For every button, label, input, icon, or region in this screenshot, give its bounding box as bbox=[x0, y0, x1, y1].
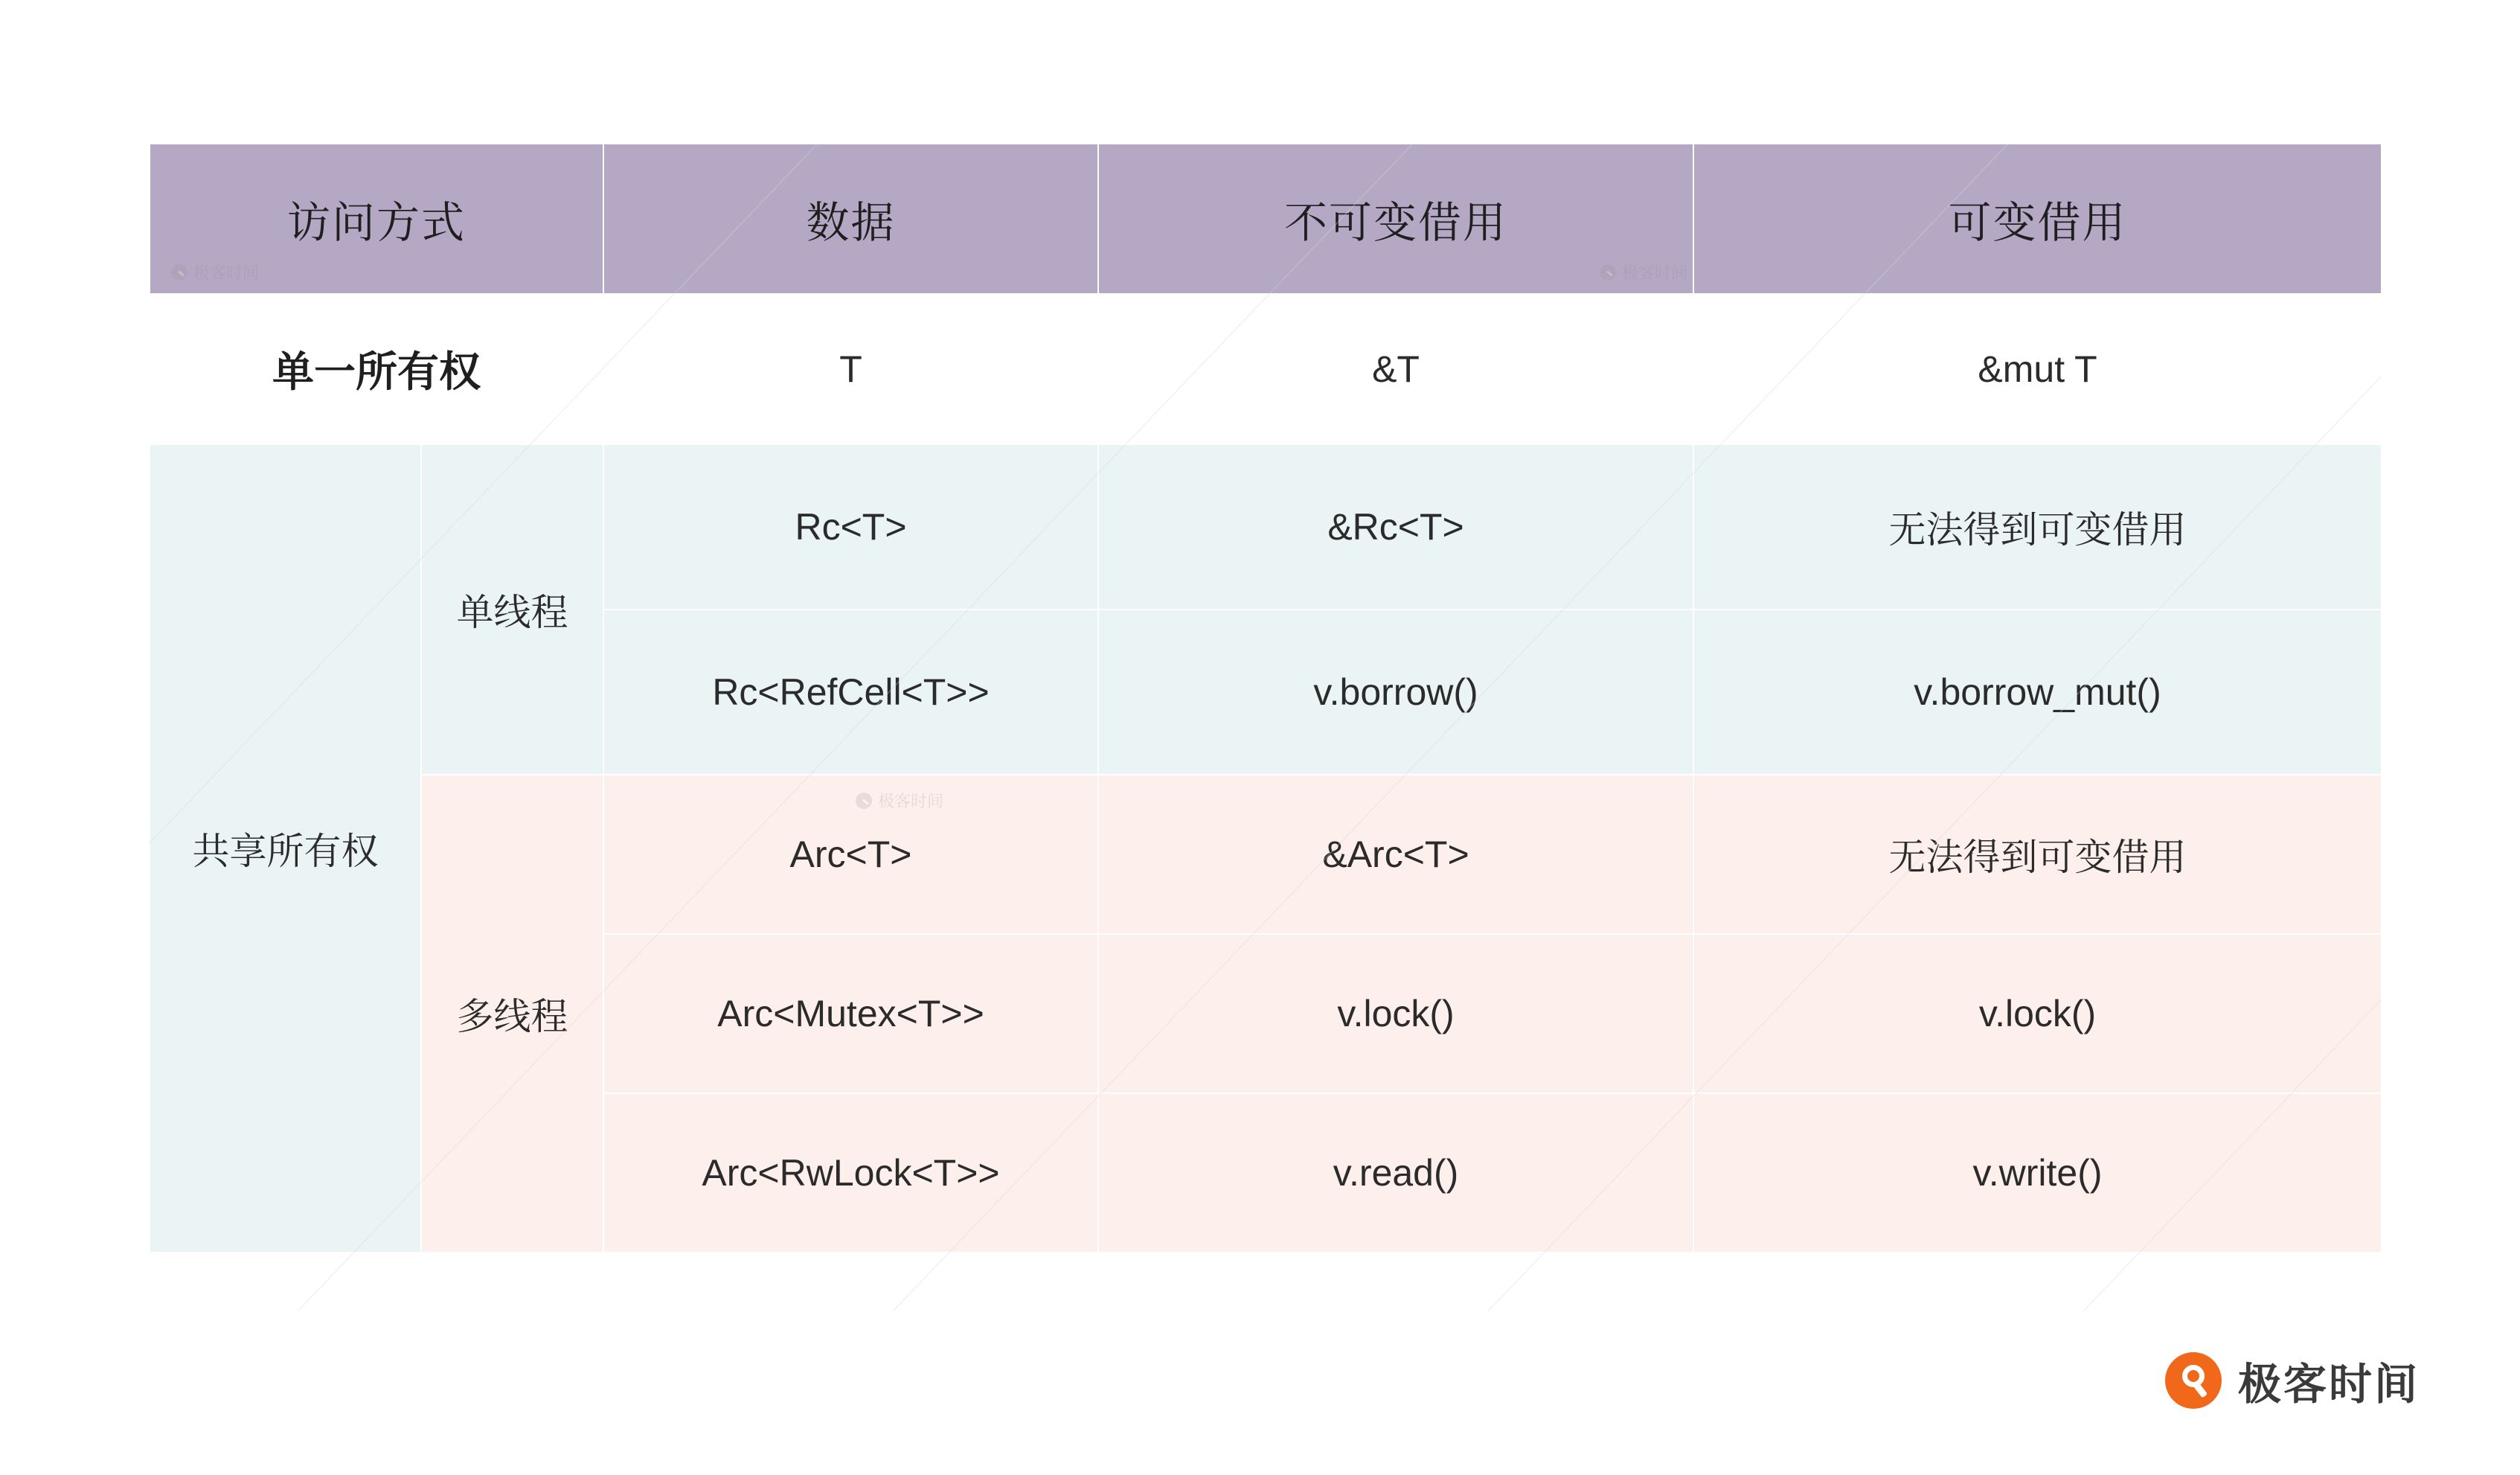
cell-mutable-borrow: v.lock() bbox=[1693, 934, 2382, 1093]
cell-mutable-borrow: 无法得到可变借用 bbox=[1693, 775, 2382, 934]
geekbang-logo-icon bbox=[2165, 1352, 2222, 1409]
table-header-row bbox=[150, 144, 2382, 294]
cell-data: Arc<T> bbox=[603, 775, 1098, 934]
row-label-single-ownership: 单一所有权 bbox=[150, 294, 603, 444]
column-header-data: 数据 bbox=[603, 144, 1098, 294]
cell-immutable-borrow: v.lock() bbox=[1098, 934, 1693, 1093]
cell-data: Arc<Mutex<T>> bbox=[603, 934, 1098, 1093]
cell-data: Rc<RefCell<T>> bbox=[603, 609, 1098, 775]
column-header-immutable-borrow: 不可变借用 bbox=[1098, 144, 1693, 294]
cell-data: Rc<T> bbox=[603, 444, 1098, 609]
cell-mutable-borrow: &mut T bbox=[1693, 294, 2382, 444]
group-label-multi-thread: 多线程 bbox=[421, 775, 603, 1252]
cell-data: Arc<RwLock<T>> bbox=[603, 1093, 1098, 1252]
column-header-mutable-borrow: 可变借用 bbox=[1693, 144, 2382, 294]
cell-immutable-borrow: v.borrow() bbox=[1098, 609, 1693, 775]
cell-immutable-borrow: v.read() bbox=[1098, 1093, 1693, 1252]
cell-immutable-borrow: &Arc<T> bbox=[1098, 775, 1693, 934]
brand-logo bbox=[2165, 1349, 2420, 1412]
cell-data: T bbox=[603, 294, 1098, 444]
row-label-shared-ownership: 共享所有权 bbox=[150, 444, 421, 1252]
cell-mutable-borrow: v.write() bbox=[1693, 1093, 2382, 1252]
cell-mutable-borrow: v.borrow_mut() bbox=[1693, 609, 2382, 775]
cell-mutable-borrow: 无法得到可变借用 bbox=[1693, 444, 2382, 609]
column-header-access: 访问方式 bbox=[150, 144, 603, 294]
brand-name: 极客时间 bbox=[2237, 1360, 2420, 1409]
watermark-text: 极客时间 bbox=[193, 263, 260, 282]
table-row bbox=[150, 775, 2382, 934]
group-label-single-thread: 单线程 bbox=[421, 444, 603, 775]
watermark-text: 极客时间 bbox=[878, 792, 944, 810]
cell-immutable-borrow: &Rc<T> bbox=[1098, 444, 1693, 609]
table-row bbox=[150, 444, 2382, 609]
ownership-matrix-table bbox=[149, 143, 2381, 1253]
table-row bbox=[150, 294, 2382, 444]
cell-immutable-borrow: &T bbox=[1098, 294, 1693, 444]
watermark-text: 极客时间 bbox=[1622, 263, 1688, 282]
